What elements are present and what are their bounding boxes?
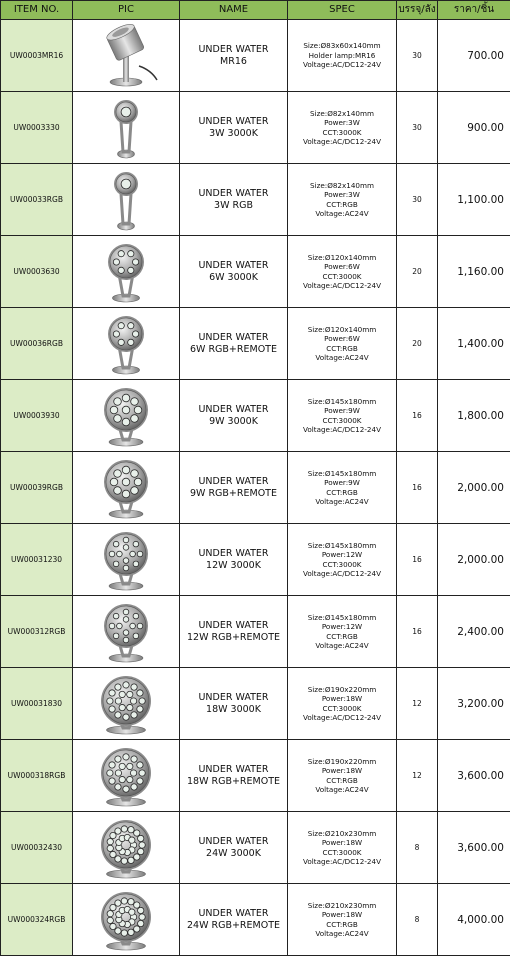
header-price: ราคา/ชิ้น [438, 1, 510, 20]
header-row [1, 1, 510, 20]
item-no-cell: UW00031830 [1, 668, 73, 740]
spec-line: CCT:3000K [322, 703, 362, 713]
qty-cell: 30 [397, 164, 438, 236]
spec-line: Power:12W [321, 622, 363, 631]
price-cell: 3,200.00 [438, 668, 510, 740]
product-name-cell [180, 164, 288, 236]
spec-cell [288, 92, 397, 164]
table-row [1, 452, 510, 524]
product-name-line: 3W RGB [214, 199, 253, 211]
item-no-cell: UW000312RGB [1, 596, 73, 668]
table-row [1, 884, 510, 956]
spec-line: Size:Ø145x180mm [307, 396, 377, 406]
mr16-spotlight-icon [81, 24, 171, 88]
9w-spotlight-icon [81, 456, 171, 520]
spec-line: CCT:3000K [322, 415, 362, 425]
table-row [1, 668, 510, 740]
spec-line: CCT:3000K [322, 559, 362, 569]
spec-line: Voltage:AC/DC12-24V [303, 857, 381, 866]
product-name-line: 9W 3000K [209, 415, 258, 427]
product-image-cell [73, 308, 180, 380]
table-row [1, 740, 510, 812]
spec-line: Power:3W [324, 118, 360, 127]
item-no-cell: UW00033RGB [1, 164, 73, 236]
spec-line: Size:Ø210x230mm [307, 828, 377, 838]
product-name-cell [180, 812, 288, 884]
spec-line: CCT:RGB [326, 919, 358, 929]
qty-cell: 8 [397, 812, 438, 884]
product-name-cell [180, 92, 288, 164]
price-cell: 2,000.00 [438, 452, 510, 524]
item-no-cell: UW000324RGB [1, 884, 73, 956]
product-name-line: UNDER WATER [198, 403, 269, 415]
spec-line: Voltage:AC/DC12-24V [303, 569, 381, 578]
spec-cell [288, 812, 397, 884]
price-cell: 3,600.00 [438, 740, 510, 812]
product-name-cell [180, 452, 288, 524]
product-image-cell [73, 92, 180, 164]
product-name-cell [180, 236, 288, 308]
product-name-line: MR16 [220, 55, 247, 67]
price-cell: 1,800.00 [438, 380, 510, 452]
item-no-cell: UW00036RGB [1, 308, 73, 380]
spec-line: CCT:3000K [322, 271, 362, 281]
item-no-cell: UW0003MR16 [1, 20, 73, 92]
table-row [1, 92, 510, 164]
spec-line: Voltage:AC/DC12-24V [303, 713, 381, 722]
product-name-line: UNDER WATER [198, 907, 269, 919]
qty-cell: 20 [397, 236, 438, 308]
product-name-line: UNDER WATER [198, 691, 269, 703]
spec-line: Size:Ø145x180mm [307, 612, 377, 622]
product-name-cell [180, 596, 288, 668]
spec-cell [288, 740, 397, 812]
price-cell: 1,160.00 [438, 236, 510, 308]
24w-spotlight-icon [81, 816, 171, 880]
qty-cell: 12 [397, 740, 438, 812]
header-qty: บรรจุ/ลัง [397, 1, 438, 20]
spec-line: Voltage:AC24V [315, 785, 369, 794]
3w-spotlight-icon [81, 96, 171, 160]
table-row [1, 20, 510, 92]
product-name-line: 3W 3000K [209, 127, 258, 139]
spec-line: Power:18W [321, 838, 363, 847]
spec-line: Power:18W [321, 694, 363, 703]
spec-line: CCT:RGB [326, 343, 358, 353]
spec-cell [288, 20, 397, 92]
product-name-line: UNDER WATER [198, 619, 269, 631]
qty-cell: 16 [397, 596, 438, 668]
product-image-cell [73, 164, 180, 236]
spec-line: Size:Ø83x60x140mm [303, 41, 381, 51]
product-image-cell [73, 20, 180, 92]
spec-cell [288, 236, 397, 308]
6w-spotlight-icon [81, 312, 171, 376]
spec-line: Size:Ø82x140mm [310, 180, 374, 190]
header-item-no: ITEM NO. [1, 1, 73, 20]
spec-line: Size:Ø145x180mm [307, 540, 377, 550]
product-name-line: UNDER WATER [198, 547, 269, 559]
table-row [1, 524, 510, 596]
product-name-line: 6W RGB+REMOTE [190, 343, 277, 355]
qty-cell: 16 [397, 380, 438, 452]
table-row [1, 236, 510, 308]
item-no-cell: UW00031230 [1, 524, 73, 596]
product-name-cell [180, 884, 288, 956]
product-name-cell [180, 740, 288, 812]
product-image-cell [73, 524, 180, 596]
spec-line: Power:9W [324, 478, 360, 487]
spec-cell [288, 524, 397, 596]
spec-line: Voltage:AC24V [315, 641, 369, 650]
product-image-cell [73, 452, 180, 524]
spec-cell [288, 308, 397, 380]
product-name-line: 12W 3000K [206, 559, 261, 571]
product-name-line: UNDER WATER [198, 115, 269, 127]
spec-line: Size:Ø120x140mm [307, 252, 377, 262]
product-name-cell [180, 308, 288, 380]
spec-line: Power:6W [324, 262, 360, 271]
product-name-line: 24W RGB+REMOTE [186, 919, 281, 931]
qty-cell: 8 [397, 884, 438, 956]
spec-line: Size:Ø210x230mm [307, 900, 377, 910]
qty-cell: 16 [397, 524, 438, 596]
spec-line: Voltage:AC24V [315, 497, 369, 506]
product-name-cell [180, 668, 288, 740]
product-name-line: 18W 3000K [206, 703, 261, 715]
6w-spotlight-icon [81, 240, 171, 304]
item-no-cell: UW0003330 [1, 92, 73, 164]
3w-spotlight-icon [81, 168, 171, 232]
12w-spotlight-icon [81, 600, 171, 664]
spec-line: Holder lamp:MR16 [308, 50, 376, 60]
price-cell: 700.00 [438, 20, 510, 92]
product-image-cell [73, 668, 180, 740]
product-name-cell [180, 380, 288, 452]
spec-line: Voltage:AC24V [315, 209, 369, 218]
item-no-cell: UW0003930 [1, 380, 73, 452]
qty-cell: 30 [397, 20, 438, 92]
spec-line: Size:Ø190x220mm [307, 684, 377, 694]
product-name-line: 18W RGB+REMOTE [186, 775, 281, 787]
product-name-cell [180, 20, 288, 92]
spec-line: Size:Ø145x180mm [307, 468, 377, 478]
header-spec: SPEC [288, 1, 397, 20]
spec-line: CCT:RGB [326, 199, 358, 209]
12w-spotlight-icon [81, 528, 171, 592]
product-image-cell [73, 884, 180, 956]
spec-line: CCT:RGB [326, 775, 358, 785]
spec-line: Voltage:AC/DC12-24V [303, 137, 381, 146]
product-image-cell [73, 236, 180, 308]
qty-cell: 12 [397, 668, 438, 740]
item-no-cell: UW00039RGB [1, 452, 73, 524]
product-name-line: UNDER WATER [198, 835, 269, 847]
price-cell: 1,400.00 [438, 308, 510, 380]
spec-line: Size:Ø190x220mm [307, 756, 377, 766]
spec-cell [288, 668, 397, 740]
18w-spotlight-icon [81, 672, 171, 736]
spec-line: CCT:RGB [326, 631, 358, 641]
product-name-line: UNDER WATER [198, 259, 269, 271]
product-name-cell [180, 524, 288, 596]
spec-line: Power:6W [324, 334, 360, 343]
product-image-cell [73, 812, 180, 884]
item-no-cell: UW00032430 [1, 812, 73, 884]
item-no-cell: UW0003630 [1, 236, 73, 308]
spec-line: Size:Ø120x140mm [307, 324, 377, 334]
spec-line: CCT:3000K [322, 847, 362, 857]
spec-cell [288, 596, 397, 668]
spec-line: Power:3W [324, 190, 360, 199]
product-name-line: 12W RGB+REMOTE [186, 631, 281, 643]
product-image-cell [73, 380, 180, 452]
header-name: NAME [180, 1, 288, 20]
product-name-line: UNDER WATER [198, 187, 269, 199]
24w-spotlight-icon [81, 888, 171, 952]
qty-cell: 30 [397, 92, 438, 164]
price-cell: 2,400.00 [438, 596, 510, 668]
item-no-cell: UW000318RGB [1, 740, 73, 812]
spec-cell [288, 380, 397, 452]
spec-cell [288, 884, 397, 956]
product-name-line: UNDER WATER [198, 331, 269, 343]
spec-line: Power:12W [321, 550, 363, 559]
18w-spotlight-icon [81, 744, 171, 808]
price-cell: 900.00 [438, 92, 510, 164]
spec-line: Voltage:AC24V [315, 353, 369, 362]
product-name-line: 24W 3000K [206, 847, 261, 859]
table-row [1, 308, 510, 380]
spec-line: CCT:RGB [326, 487, 358, 497]
spec-line: Voltage:AC/DC12-24V [303, 281, 381, 290]
table-row [1, 164, 510, 236]
product-name-line: 9W RGB+REMOTE [190, 487, 277, 499]
spec-line: Voltage:AC24V [315, 929, 369, 938]
product-name-line: 6W 3000K [209, 271, 258, 283]
spec-cell [288, 164, 397, 236]
product-image-cell [73, 740, 180, 812]
spec-line: Power:18W [321, 766, 363, 775]
price-cell: 3,600.00 [438, 812, 510, 884]
table-row [1, 596, 510, 668]
header-pic: PIC [73, 1, 180, 20]
qty-cell: 20 [397, 308, 438, 380]
spec-line: Power:18W [321, 910, 363, 919]
9w-spotlight-icon [81, 384, 171, 448]
table-row [1, 812, 510, 884]
product-name-line: UNDER WATER [198, 43, 269, 55]
spec-line: CCT:3000K [322, 127, 362, 137]
table-row [1, 380, 510, 452]
product-name-line: UNDER WATER [198, 763, 269, 775]
product-image-cell [73, 596, 180, 668]
price-cell: 2,000.00 [438, 524, 510, 596]
price-cell: 1,100.00 [438, 164, 510, 236]
spec-line: Power:9W [324, 406, 360, 415]
spec-line: Voltage:AC/DC12-24V [303, 425, 381, 434]
spec-line: Size:Ø82x140mm [310, 108, 374, 118]
qty-cell: 16 [397, 452, 438, 524]
spec-line: Voltage:AC/DC12-24V [303, 60, 381, 70]
product-name-line: UNDER WATER [198, 475, 269, 487]
spec-cell [288, 452, 397, 524]
price-cell: 4,000.00 [438, 884, 510, 956]
